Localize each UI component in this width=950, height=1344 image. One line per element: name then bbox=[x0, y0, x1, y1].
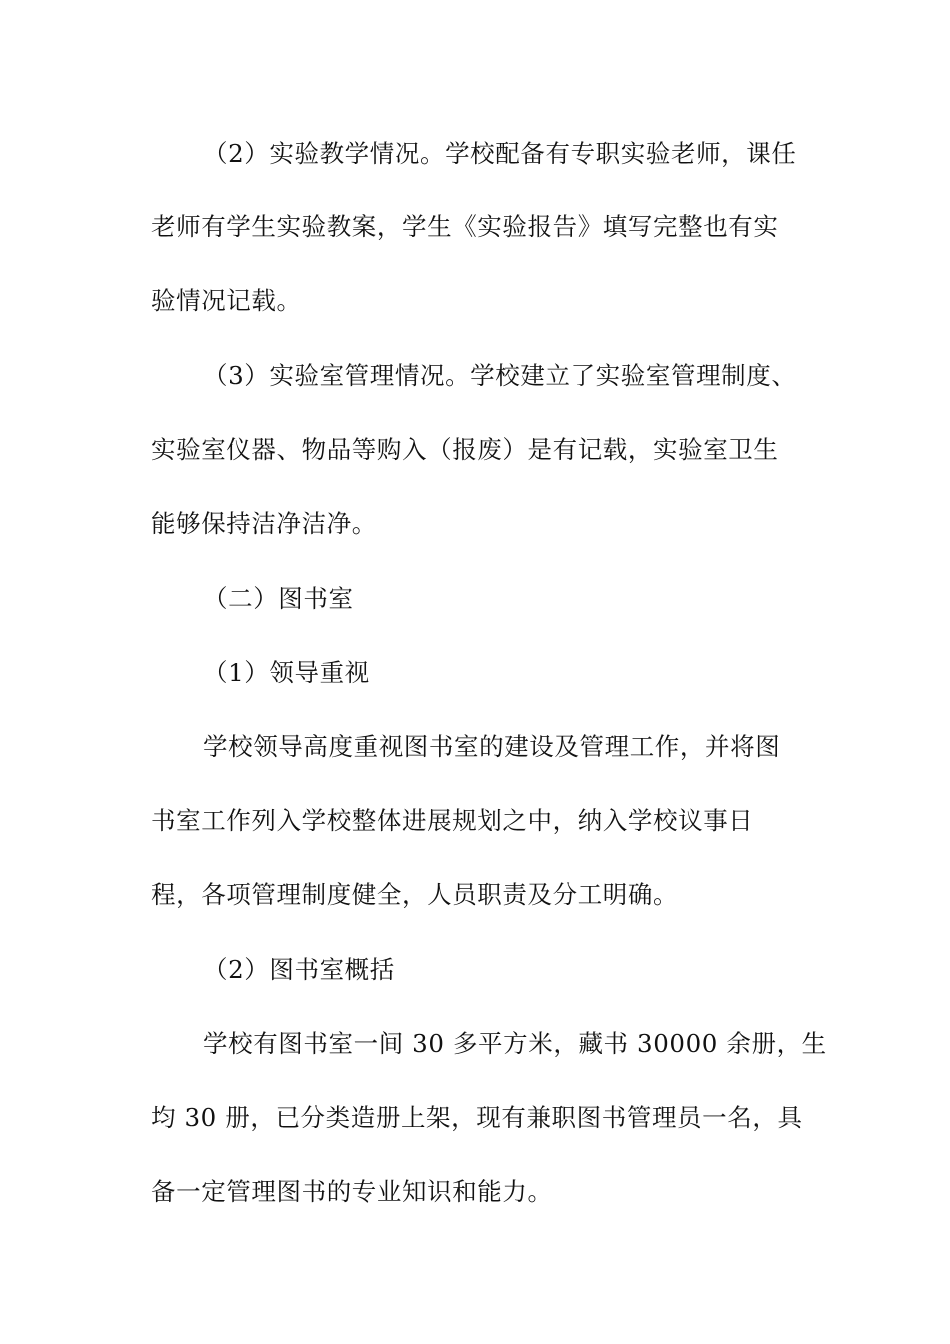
paragraph-lab-management-line-3: 能够保持洁净洁净。 bbox=[151, 509, 377, 538]
paragraph-experiment-teaching-line-3: 验情况记载。 bbox=[151, 286, 302, 315]
paragraph-library-overview-line-1: 学校有图书室一间 30 多平方米，藏书 30000 余册，生 bbox=[203, 1029, 827, 1058]
subheading-library-overview: （2）图书室概括 bbox=[203, 955, 395, 984]
paragraph-lab-management-line-2: 实验室仪器、物品等购入（报废）是有记载，实验室卫生 bbox=[151, 435, 779, 464]
paragraph-library-overview-line-2: 均 30 册，已分类造册上架，现有兼职图书管理员一名，具 bbox=[151, 1103, 803, 1132]
paragraph-experiment-teaching-line-2: 老师有学生实验教案，学生《实验报告》填写完整也有实 bbox=[151, 212, 779, 241]
paragraph-leadership-line-1: 学校领导高度重视图书室的建设及管理工作，并将图 bbox=[203, 732, 781, 761]
paragraph-experiment-teaching-line-1: （2）实验教学情况。学校配备有专职实验老师，课任 bbox=[203, 139, 797, 168]
paragraph-library-overview-line-3: 备一定管理图书的专业知识和能力。 bbox=[151, 1177, 553, 1206]
section-heading-library: （二）图书室 bbox=[203, 584, 354, 613]
paragraph-leadership-line-3: 程，各项管理制度健全，人员职责及分工明确。 bbox=[151, 880, 679, 909]
paragraph-leadership-line-2: 书室工作列入学校整体进展规划之中，纳入学校议事日 bbox=[151, 806, 754, 835]
paragraph-lab-management-line-1: （3）实验室管理情况。学校建立了实验室管理制度、 bbox=[203, 361, 797, 390]
subheading-leadership: （1）领导重视 bbox=[203, 658, 370, 687]
